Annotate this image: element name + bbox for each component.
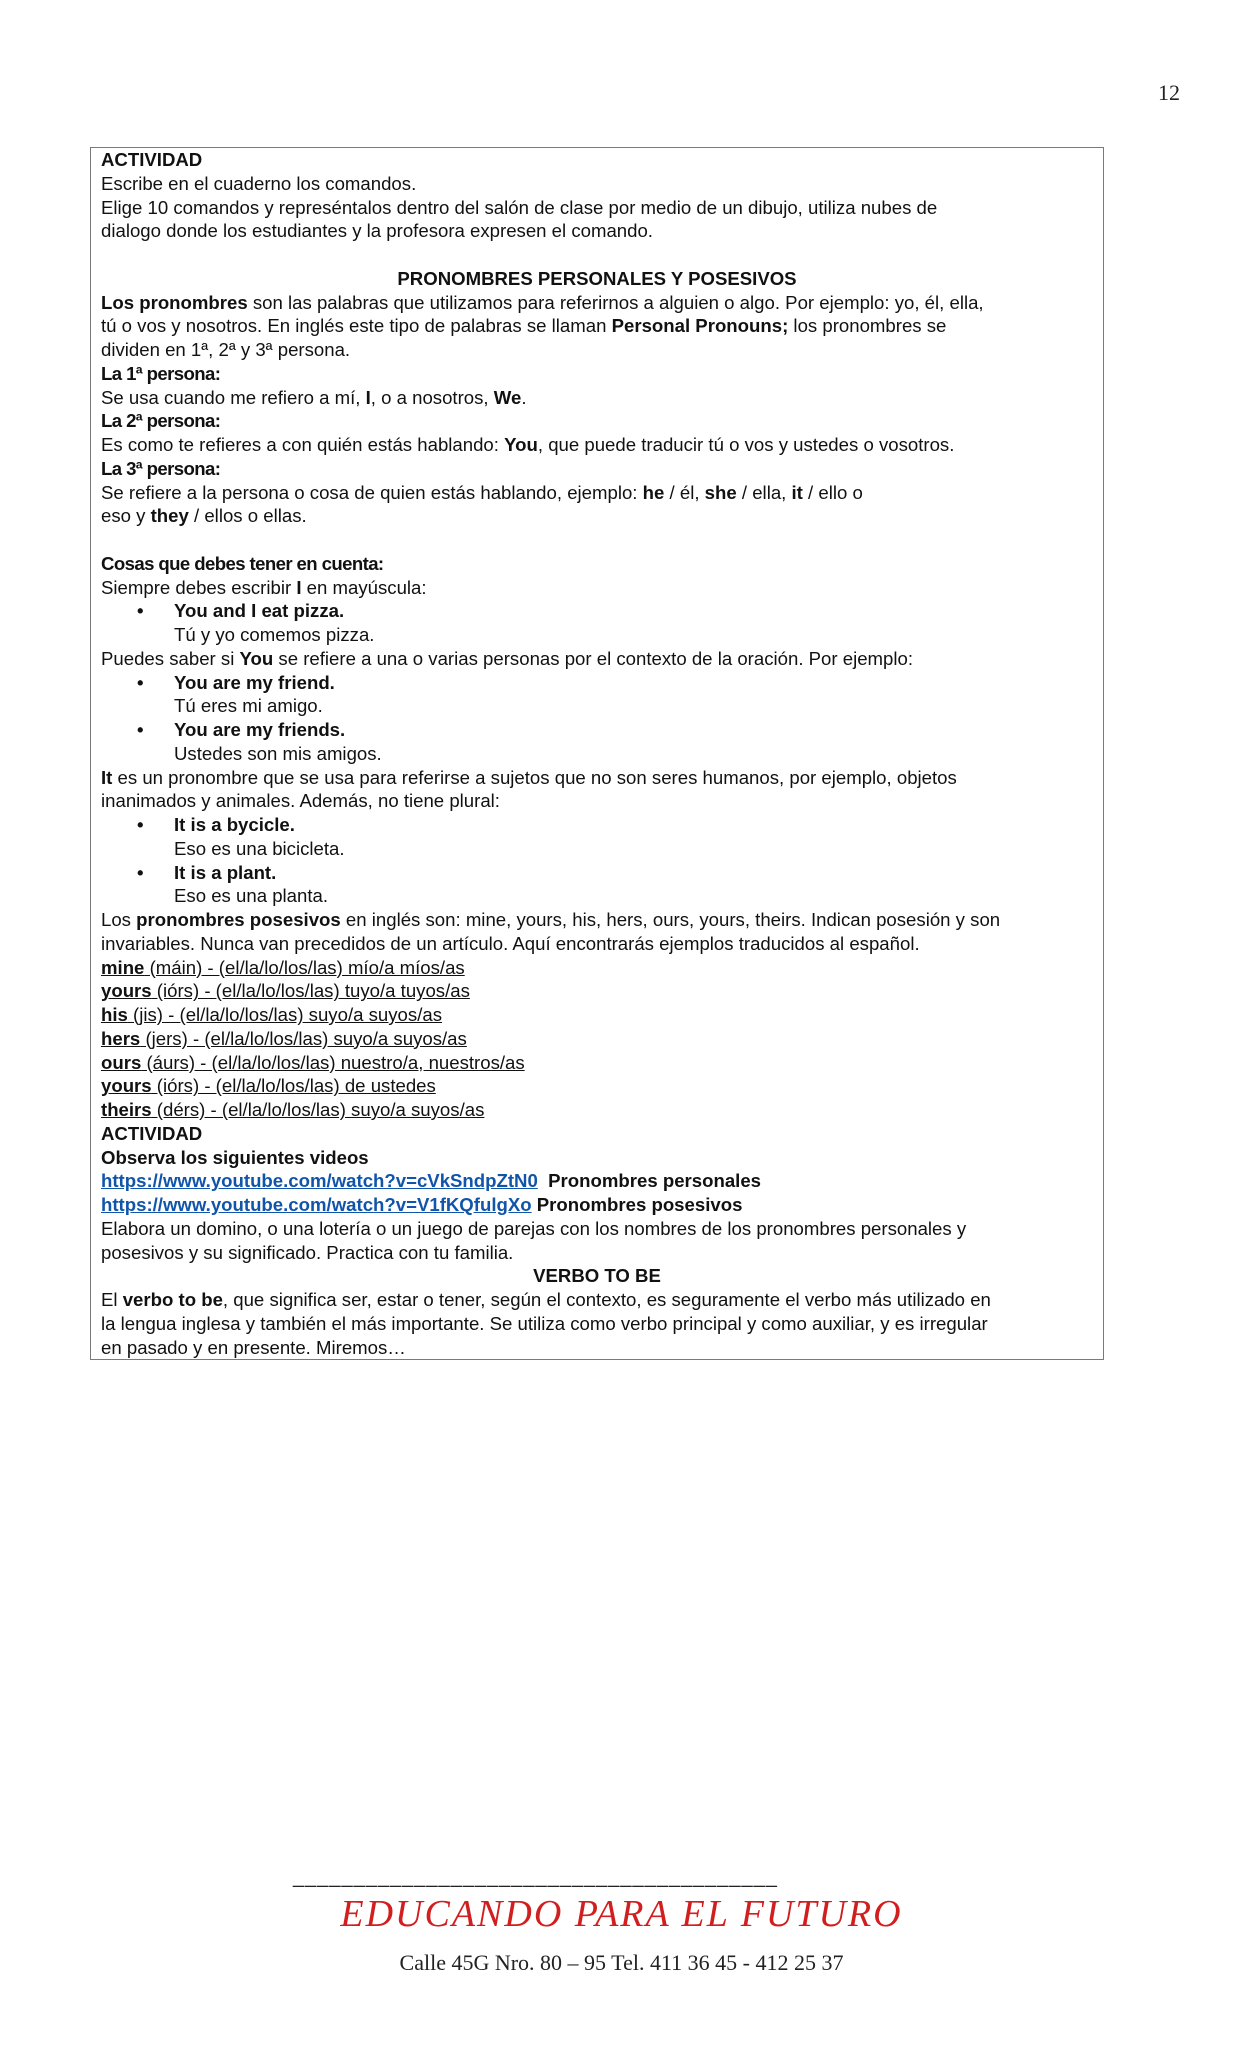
possessive-item: theirs (dérs) - (el/la/lo/los/las) suyo/a suyos/as (101, 1099, 485, 1120)
activity-heading: ACTIVIDAD (101, 1122, 203, 1144)
translation-line: Ustedes son mis amigos. (174, 742, 382, 764)
possessive-item: hers (jers) - (el/la/lo/los/las) suyo/a suyos/as (101, 1027, 467, 1049)
page-number: 12 (1158, 80, 1180, 105)
activity-line: Elabora un domino, o una lotería o un juego de parejas con los nombres de los pronombres personales y (101, 1217, 967, 1239)
paragraph-line: tú o vos y nosotros. En inglés este tipo de palabras se llaman Personal Pronouns; los pronombres se (101, 315, 947, 337)
paragraph-line: Es como te refieres a con quién estás hablando: You, que puede traducir tú o vos y ustedes o vosotros. (101, 434, 955, 455)
bullet-icon: • (137, 671, 144, 693)
activity-line: dialogo donde los estudiantes y la profesora expresen el comando. (101, 220, 653, 242)
section-heading: VERBO TO BE (533, 1265, 661, 1287)
translation-line: Eso es una planta. (174, 885, 329, 907)
subheading: La 2ª persona: (101, 410, 221, 432)
bullet-icon: • (137, 719, 144, 740)
paragraph-line: la lengua inglesa y también el más importante. Se utiliza como verbo principal y como auxiliar, y es irregular (101, 1312, 988, 1334)
possessive-item: mine (máin) - (el/la/lo/los/las) mío/a míos/as (101, 956, 465, 978)
paragraph-line: Los pronombres posesivos en inglés son: mine, yours, his, hers, ours, yours, theirs. Indican posesión y son (101, 909, 1001, 930)
possessive-item: yours (iórs) - (el/la/lo/los/las) de ustedes (101, 1075, 436, 1097)
possessive-item: ours (áurs) - (el/la/lo/los/las) nuestro/a, nuestros/as (101, 1051, 525, 1073)
subheading: Cosas que debes tener en cuenta: (101, 552, 384, 574)
translation-line: Tú y yo comemos pizza. (174, 624, 375, 645)
paragraph-line: Siempre debes escribir I en mayúscula: (101, 576, 427, 598)
paragraph-line: Se refiere a la persona o cosa de quien estás hablando, ejemplo: he / él, she / ella, it / ello o (101, 481, 863, 503)
paragraph-line: dividen en 1ª, 2ª y 3ª persona. (101, 339, 351, 360)
paragraph-line: inanimados y animales. Además, no tiene plural: (101, 790, 500, 812)
content-box (90, 147, 1104, 1360)
subheading: La 1ª persona: (101, 362, 221, 384)
paragraph-line: Puedes saber si You se refiere a una o varias personas por el contexto de la oración. Por ejemplo: (101, 647, 914, 669)
activity-line: posesivos y su significado. Practica con tu familia. (101, 1241, 514, 1263)
activity-line: Elige 10 comandos y represéntalos dentro del salón de clase por medio de un dibujo, utiliza nubes de (101, 196, 938, 218)
footer-title: EDUCANDO PARA EL FUTURO (340, 1893, 903, 1935)
bullet-icon: • (137, 814, 144, 835)
activity-heading: ACTIVIDAD (101, 149, 203, 170)
video-link-row: https://www.youtube.com/watch?v=V1fKQfulgXo Pronombres posesivos (101, 1194, 743, 1215)
paragraph-line: It es un pronombre que se usa para referirse a sujetos que no son seres humanos, por ejemplo, objetos (101, 766, 957, 788)
activity-line: Observa los siguientes videos (101, 1146, 369, 1168)
paragraph-line: Se usa cuando me refiero a mí, I, o a nosotros, We. (101, 386, 527, 408)
list-item: • You and I eat pizza. (137, 600, 345, 622)
video-link-row: https://www.youtube.com/watch?v=cVkSndpZtN0 Pronombres personales (101, 1170, 762, 1192)
paragraph-line: invariables. Nunca van precedidos de un artículo. Aquí encontrarás ejemplos traducidos al español. (101, 932, 920, 954)
activity-line: Escribe en el cuaderno los comandos. (101, 172, 417, 194)
footer-address: Calle 45G Nro. 80 – 95 Tel. 411 36 45 - 412 25 37 (399, 1950, 844, 1975)
list-item: • It is a plant. (137, 861, 277, 883)
paragraph-line: eso y they / ellos o ellas. (101, 505, 307, 527)
bullet-icon: • (137, 600, 144, 622)
spacer (101, 243, 1093, 267)
list-item: • You are my friend. (137, 671, 335, 693)
translation-line: Eso es una bicicleta. (174, 837, 345, 859)
video-link[interactable]: https://www.youtube.com/watch?v=V1fKQfulgXo (101, 1194, 532, 1215)
possessive-item: yours (iórs) - (el/la/lo/los/las) tuyo/a tuyos/as (101, 980, 470, 1002)
paragraph-line: en pasado y en presente. Miremos… (101, 1336, 406, 1358)
paragraph-line: El verbo to be, que significa ser, estar o tener, según el contexto, es seguramente el verbo más utilizado en (101, 1289, 991, 1310)
subheading: La 3ª persona: (101, 457, 221, 479)
translation-line: Tú eres mi amigo. (174, 695, 323, 717)
possessive-item: his (jis) - (el/la/lo/los/las) suyo/a suyos/as (101, 1004, 442, 1025)
bullet-icon: • (137, 861, 144, 883)
paragraph-line: Los pronombres son las palabras que utilizamos para referirnos a alguien o algo. Por ejemplo: yo, él, ella, (101, 291, 984, 313)
list-item: • It is a bycicle. (137, 814, 295, 835)
footer-rule: ________________________________________ (293, 1866, 778, 1888)
video-link[interactable]: https://www.youtube.com/watch?v=cVkSndpZtN0 (101, 1170, 538, 1192)
list-item: • You are my friends. (137, 719, 346, 740)
spacer (101, 528, 1093, 552)
section-heading: PRONOMBRES PERSONALES Y POSESIVOS (397, 267, 797, 289)
